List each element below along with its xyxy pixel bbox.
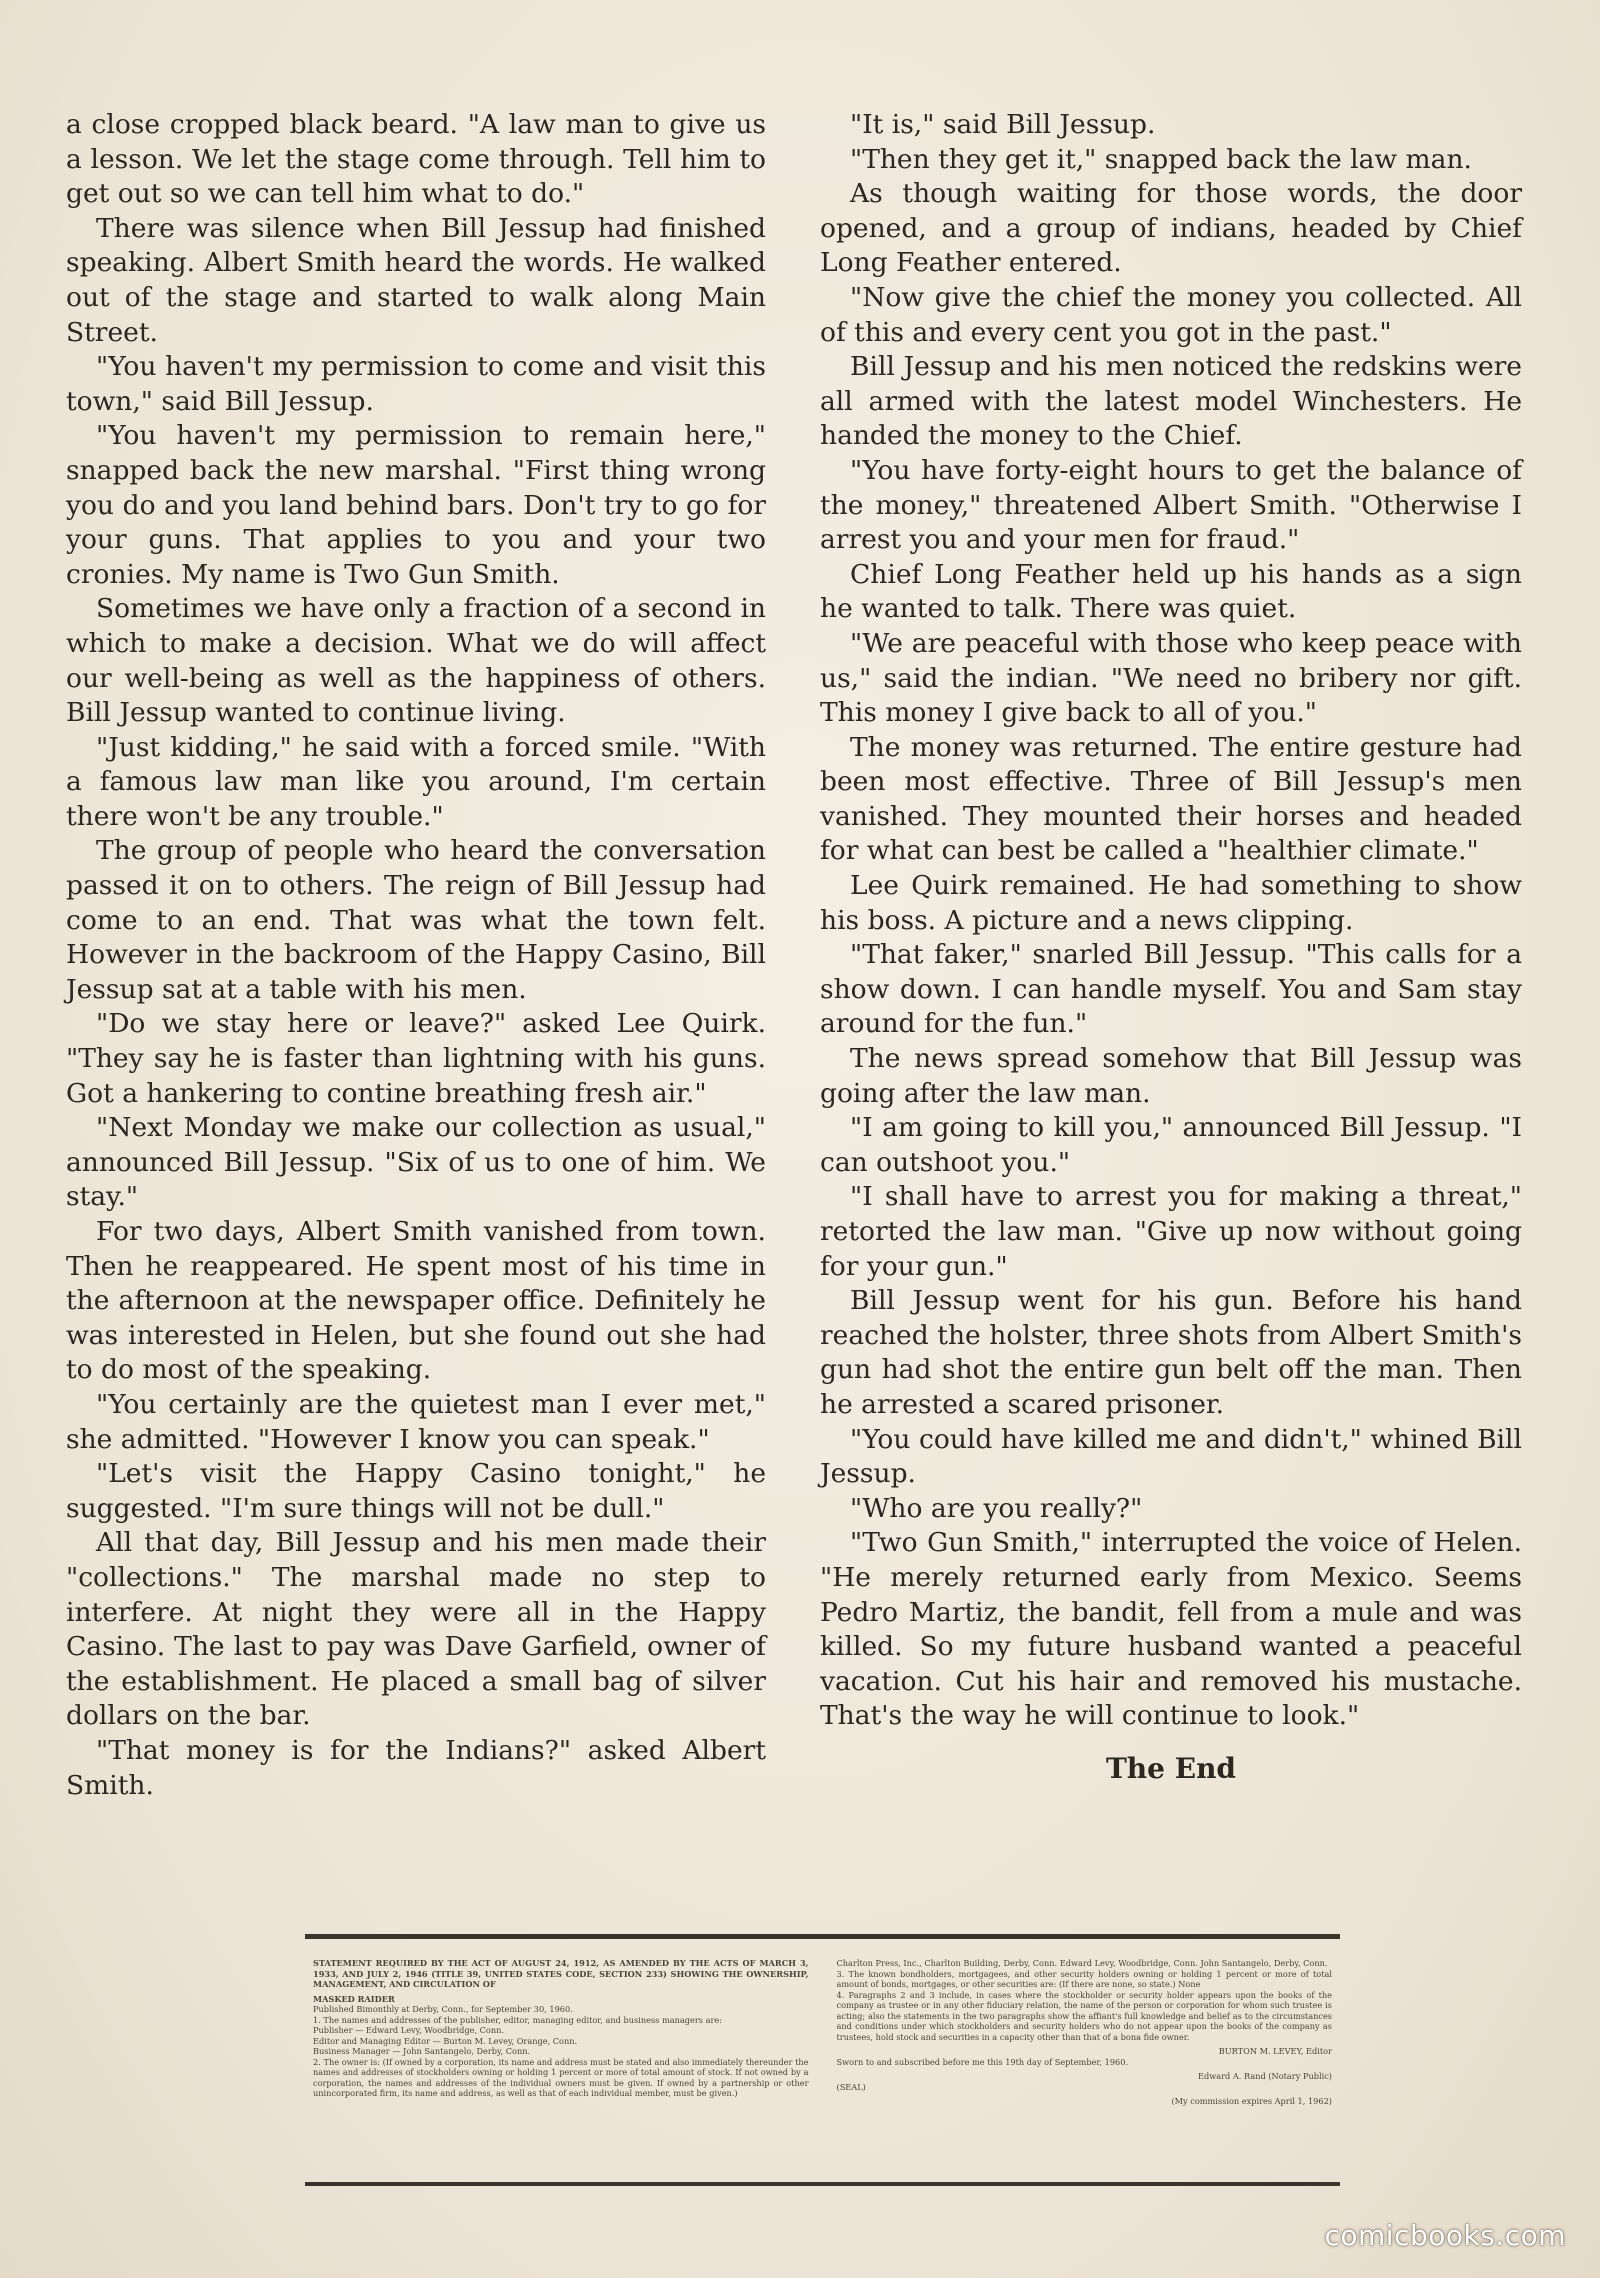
statement-signature: BURTON M. LEVEY, Editor [1218, 2046, 1332, 2056]
story-paragraph: Bill Jessup went for his gun. Before his hand reached the holster, three shots from Albert Smith's gun had shot the entire gun belt off the man. Then he arrested a scared prisoner. [820, 1285, 1522, 1420]
story-paragraph: "You haven't my permission to come and visit this town," said Bill Jessup. [66, 351, 766, 417]
statement-para2: 2. The owner is: (If owned by a corporation, its name and address must be stated and also immediately thereunder the names and addresses of stockholders owning or holding 1 percent or more of total amount of stock. If not owned by a corporation, the names and addresses of the individual owners must be given. If owned by a partnership or other unincorporated firm, its name and address, as well as that of each individual member, must be given.) [313, 2056, 809, 2098]
story-paragraph: "Then they get it," snapped back the law man. [850, 143, 1472, 175]
statement-para3: 3. The known bondholders, mortgagees, and other security holders owning or holding 1 percent or more of total amount of bonds, mortgages, or other securities are: (If there are none, so state.) None [836, 1968, 1332, 1989]
story-paragraph: Sometimes we have only a fraction of a second in which to make a decision. What we do will affect our well-being as well as the happiness of others. Bill Jessup wanted to continue living. [66, 593, 766, 729]
story-paragraph: "Just kidding," he said with a forced smile. "With a famous law man like you around, I'm certain there won't be any trouble." [66, 731, 766, 832]
story-paragraph: "You haven't my permission to remain here," snapped back the new marshal. "First thing wrong you do and you land behind bars. Don't try to go for your guns. That applies to you and your two cronies. My name is Two Gun Smith. [66, 420, 766, 590]
story-paragraph: "Two Gun Smith," interrupted the voice of Helen. "He merely returned early from Mexico. Seems Pedro Martiz, the bandit, fell from a mule and was killed. So my future husband wanted a peaceful vacation. Cut his hair and removed his mustache. That's the way he will continue to look." [820, 1527, 1522, 1732]
story-paragraph: "I shall have to arrest you for making a threat," retorted the law man. "Give up now without going for your gun." [820, 1181, 1522, 1282]
story-paragraph: For two days, Albert Smith vanished from town. Then he reappeared. He spent most of his time in the afternoon at the newspaper office. Definitely he was interested in Helen, but she found out she had to do most of the speaking. [66, 1216, 766, 1386]
site-watermark: comicbooks.com [1324, 2219, 1566, 2252]
story-paragraph: "Let's visit the Happy Casino tonight," he suggested. "I'm sure things will not be dull." [66, 1458, 766, 1524]
story-paragraph: "We are peaceful with those who keep peace with us," said the indian. "We need no bribery nor gift. This money I give back to all of you." [820, 627, 1522, 729]
story-paragraph: Bill Jessup and his men noticed the redskins were all armed with the latest model Winchesters. He handed the money to the Chief. [820, 351, 1522, 452]
statement-top-rule [305, 1934, 1340, 1939]
story-paragraph: "You have forty-eight hours to get the balance of the money," threatened Albert Smith. "Otherwise I arrest you and your men for fraud." [820, 454, 1522, 556]
story-paragraph: As though waiting for those words, the door opened, and a group of indians, headed by Chief Long Feather entered. [820, 178, 1522, 279]
the-end-label: The End [1105, 1751, 1237, 1785]
story-paragraph: The money was returned. The entire gesture had been most effective. Three of Bill Jessup's men vanished. They mounted their horses and headed for what can best be called a "healthier climate." [820, 731, 1522, 867]
story-paragraph: "You certainly are the quietest man I ever met," she admitted. "However I know you can speak." [66, 1388, 766, 1455]
statement-para1: 1. The names and addresses of the publisher, editor, managing editor, and business managers are: [313, 2014, 722, 2025]
story-paragraph: "That money is for the Indians?" asked Albert Smith. [66, 1734, 766, 1801]
story-paragraph: "You could have killed me and didn't," whined Bill Jessup. [820, 1423, 1522, 1490]
story-paragraph: "It is," said Bill Jessup. [850, 109, 1156, 140]
statement-seal: (SEAL) [836, 2081, 866, 2092]
story-paragraph: The group of people who heard the conversation passed it on to others. The reign of Bill Jessup had come to an end. That was what the town felt. However in the backroom of the Happy Casino, Bill Jessup sat at a table with his men. [66, 835, 766, 1005]
story-right-column [820, 108, 1522, 1787]
statement-left-column [313, 1958, 809, 2182]
statement-business: Business Manager — John Santangelo, Derby, Conn. [313, 2046, 531, 2056]
statement-commission: (My commission expires April 1, 1962) [1171, 2096, 1332, 2106]
statement-publisher: Publisher — Edward Levy, Woodbridge, Conn. [313, 2025, 505, 2035]
story-paragraph: The news spread somehow that Bill Jessup was going after the law man. [820, 1043, 1522, 1109]
story-paragraph: "That faker," snarled Bill Jessup. "This calls for a show down. I can handle myself. You and Sam stay around for the fun." [820, 939, 1522, 1040]
statement-title: MASKED RAIDER [313, 1993, 395, 2004]
statement-right-column [837, 1958, 1333, 2182]
statement-notary: Edward A. Rand (Notary Public) [1198, 2071, 1332, 2081]
story-paragraph: Lee Quirk remained. He had something to show his boss. A picture and a news clipping. [820, 870, 1522, 936]
story-paragraph: "Now give the chief the money you collected. All of this and every cent you got in the past." [820, 281, 1522, 348]
story-paragraph: "I am going to kill you," announced Bill Jessup. "I can outshoot you." [820, 1112, 1522, 1178]
story-paragraph: Chief Long Feather held up his hands as a sign he wanted to talk. There was quiet. [820, 558, 1522, 625]
story-paragraph: "Next Monday we make our collection as usual," announced Bill Jessup. "Six of us to one of him. We stay." [66, 1112, 766, 1213]
ownership-statement [305, 1946, 1340, 2186]
story-left-column [66, 108, 766, 1803]
story-paragraph: "Do we stay here or leave?" asked Lee Quirk. "They say he is faster than lightning with his guns. Got a hankering to contine breathing fresh air." [66, 1008, 766, 1109]
statement-editor: Editor and Managing Editor — Burton M. Levey, Orange, Conn. [313, 2035, 578, 2046]
statement-sworn: Sworn to and subscribed before me this 19th day of September, 1960. [836, 2056, 1129, 2067]
story-paragraph: There was silence when Bill Jessup had finished speaking. Albert Smith heard the words. He walked out of the stage and started to walk along Main Street. [66, 212, 766, 348]
statement-owners: Charlton Press, Inc., Charlton Building, Derby, Conn. Edward Levy, Woodbridge, Conn. John Santangelo, Derby, Conn. [836, 1958, 1328, 1968]
statement-published: Published Bimonthly at Derby, Conn., for September 30, 1960. [313, 2004, 573, 2014]
statement-para4: 4. Paragraphs 2 and 3 include, in cases where the stockholder or security holder appears upon the books of the company as trustee or in any other fiduciary relation, the name of the person or corporation for whom such trustee is acting; also the statements in the two paragraphs show the affiant's full knowledge and belief as to the circumstances and conditions under which stockholders and security holders who do not appear upon the books of the company as trustees, hold stock and securities in a capacity other than that of a bona fide owner. [836, 1989, 1332, 2042]
story-paragraph: a close cropped black beard. "A law man to give us a lesson. We let the stage come through. Tell him to get out so we can tell him what to do." [66, 109, 766, 210]
statement-heading: STATEMENT REQUIRED BY THE ACT OF AUGUST 24, 1912, AS AMENDED BY THE ACTS OF MARCH 3, 1933, AND JULY 2, 1946 (TITLE 39, UNITED STATES CODE, SECTION 233) SHOWING THE OWNERSHIP, MANAGEMENT, AND CIRCULATION OF [313, 1958, 809, 1989]
story-paragraph: All that day, Bill Jessup and his men made their "collections." The marshal made no step to interfere. At night they were all in the Happy Casino. The last to pay was Dave Garfield, owner of the establishment. He placed a small bag of silver dollars on the bar. [66, 1527, 766, 1732]
story-paragraph: "Who are you really?" [850, 1492, 1143, 1524]
